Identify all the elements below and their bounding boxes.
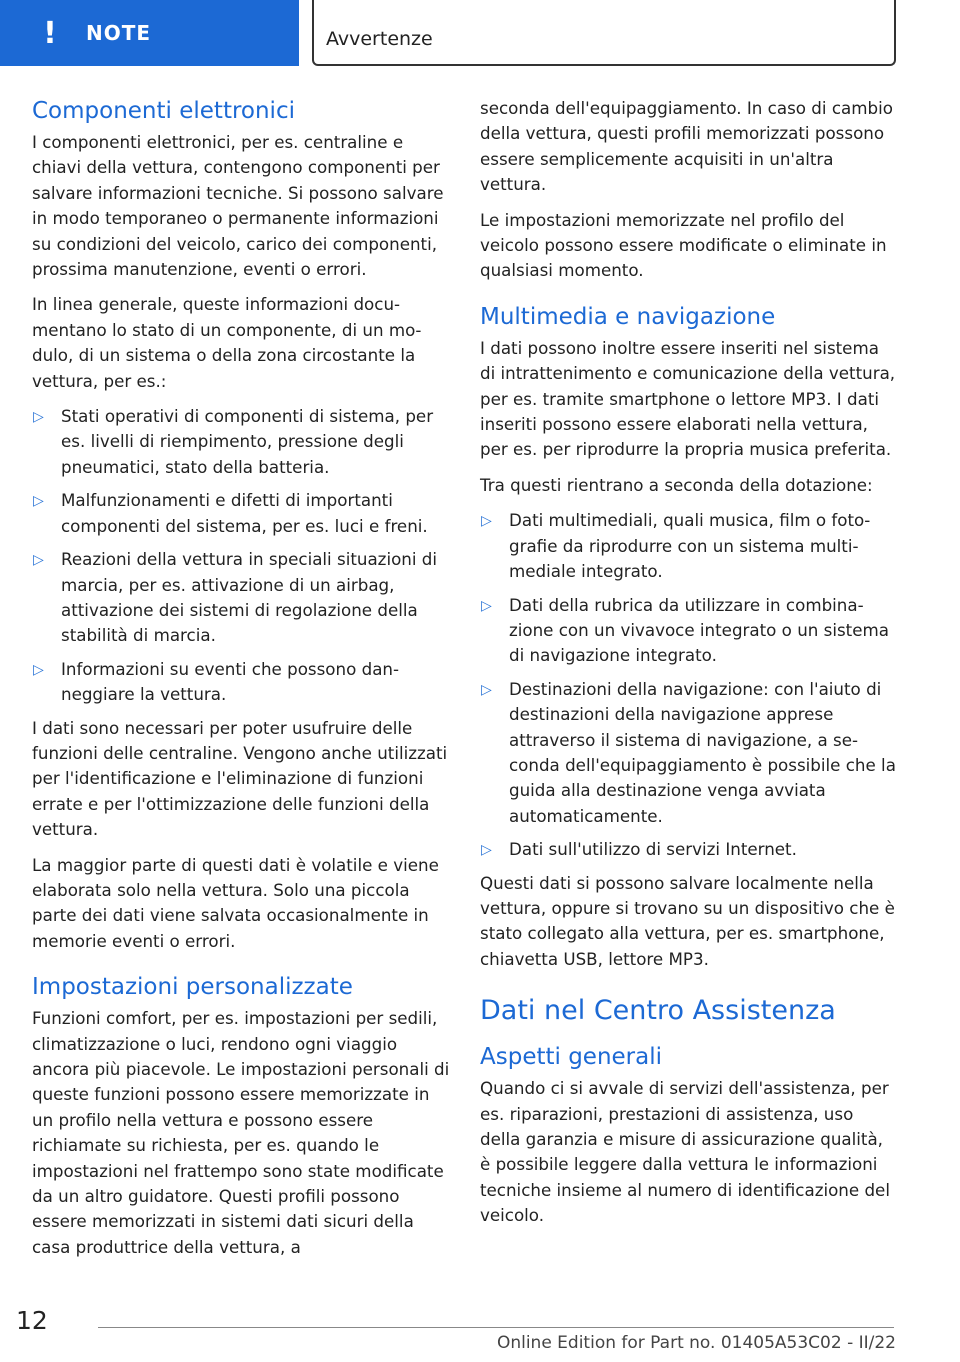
heading-aspetti-generali: Aspetti generali [480, 1044, 663, 1071]
paragraph: In linea generale, queste informazioni documentano lo stato di un componente, di un modulo, di un sistema o della zona circostante la vettura, per es.: [32, 294, 422, 391]
paragraph: I componenti elettronici, per es. centraline e chiavi della vettura, contengono componenti per salvare informazioni tecniche. Si possono salvare in modo temporaneo o permanente informazioni su condizioni del veicolo, carico dei componenti, prossima manutenzione, eventi o errori. [32, 132, 444, 280]
paragraph: Funzioni comfort, per es. impostazioni per sedili, climatizzazione o luci, rendono ogni viaggio ancora più piacevole. Le impostazioni personali di queste funzioni possono essere memorizzate in un profilo nella vettura e possono essere richiamate su richiesta, per es. quando le impostazioni nel frattempo sono state modificate da un altro guidatore. Questi profili possono essere memorizzati in sistemi dati sicuri della casa produttrice della vettura, a [32, 1008, 450, 1257]
paragraph: I dati sono necessari per poter usufruire delle funzioni delle centraline. Vengono anche utilizzati per l'identificazione e l'eliminazione di funzioni errate e per l'ottimizzazione delle funzioni della vettura. [32, 717, 448, 840]
page-number: 12 [16, 1306, 48, 1335]
triangle-bullet-icon: ▷ [481, 513, 492, 530]
heading-multimedia-navigazione: Multimedia e navigazione [480, 303, 776, 330]
list-item [32, 488, 450, 539]
triangle-bullet-icon: ▷ [33, 552, 44, 569]
paragraph: Quando ci si avvale di servizi dell'assistenza, per es. riparazioni, prestazioni di assistenza, uso della garanzia e misure di assicurazione qualità, è possibile leggere dalla vettura le informazioni tecniche insieme al numero di identificazione del veicolo. [480, 1078, 890, 1226]
paragraph: Le impostazioni memorizzate nel profilo del veicolo possono essere modificate o eliminate in qualsiasi momento. [480, 209, 887, 281]
footer-divider [98, 1327, 894, 1328]
left-column [32, 96, 450, 1270]
list-item [32, 657, 450, 708]
right-column [480, 96, 898, 1239]
list-item-text: Dati della rubrica da utilizzare in combinazione con un vivavoce integrato o un sistema di navigazione integrato. [509, 594, 889, 666]
footer-edition: Online Edition for Part no. 01405A53C02 - II/22 [496, 1333, 896, 1353]
list-item-text: Malfunzionamenti e difetti di importanti componenti del sistema, per es. luci e freni. [61, 490, 428, 536]
list-item [32, 547, 450, 649]
heading-dati-centro-assistenza: Dati nel Centro Assistenza [480, 995, 836, 1027]
page-title: Avvertenze [326, 28, 433, 50]
list-item [480, 508, 898, 584]
bullet-list [480, 508, 898, 862]
paragraph: I dati possono inoltre essere inseriti nel sistema di intrattenimento e comunicazione della vettura, per es. tramite smartphone o lettore MP3. I dati inseriti possono essere elaborati nella vettura, per es. per riprodurre la propria musica preferita. [480, 337, 896, 460]
triangle-bullet-icon: ▷ [33, 409, 44, 426]
section-label: NOTE [86, 21, 152, 45]
triangle-bullet-icon: ▷ [481, 842, 492, 859]
triangle-bullet-icon: ▷ [33, 493, 44, 510]
triangle-bullet-icon: ▷ [481, 681, 492, 698]
list-item [480, 677, 898, 829]
list-item-text: Informazioni su eventi che possono danneggiare la vettura. [61, 658, 400, 705]
list-item-text: Reazioni della vettura in speciali situazioni di marcia, per es. attivazione di un airbag, attivazione dei sistemi di regolazione della stabilità di marcia. [61, 549, 438, 646]
heading-impostazioni-personalizzate: Impostazioni personalizzate [32, 974, 353, 1001]
paragraph: Questi dati si possono salvare localmente nella vettura, oppure si trovano su un dispositivo che è stato collegato alla vettura, per es. smartphone, chiavetta USB, lettore MP3. [480, 872, 895, 969]
list-item-text: Stati operativi di componenti di sistema, per es. livelli di riempimento, pressione degli pneumatici, stato della batteria. [61, 406, 434, 477]
heading-componenti-elettronici: Componenti elettronici [32, 98, 295, 124]
list-item [480, 593, 898, 669]
list-item [32, 404, 450, 480]
list-item-text: Dati sull'utilizzo di servizi Internet. [509, 839, 797, 860]
bullet-list [32, 404, 450, 707]
list-item [480, 837, 898, 862]
exclamation-icon: ! [43, 15, 57, 51]
paragraph: seconda dell'equipaggiamento. In caso di cambio della vettura, questi profili memorizzati possono essere semplicemente acquisiti in un'altra vettura. [480, 98, 893, 195]
triangle-bullet-icon: ▷ [33, 661, 44, 678]
triangle-bullet-icon: ▷ [481, 597, 492, 614]
paragraph: Tra questi rientrano a seconda della dotazione: [480, 474, 873, 495]
section-tab [0, 0, 299, 66]
paragraph: La maggior parte di questi dati è volatile e viene elaborata solo nella vettura. Solo una piccola parte dei dati viene salvata occasionalmente in memorie eventi o errori. [32, 854, 439, 951]
list-item-text: Destinazioni della navigazione: con l'aiuto di destinazioni della navigazione apprese attraverso il sistema di navigazione, a seconda dell'equipaggiamento è possibile che la guida alla destinazione venga avviata automaticamente. [509, 678, 896, 826]
list-item-text: Dati multimediali, quali musica, film o fotografie da riprodurre con un sistema multimediale integrato. [509, 510, 871, 582]
